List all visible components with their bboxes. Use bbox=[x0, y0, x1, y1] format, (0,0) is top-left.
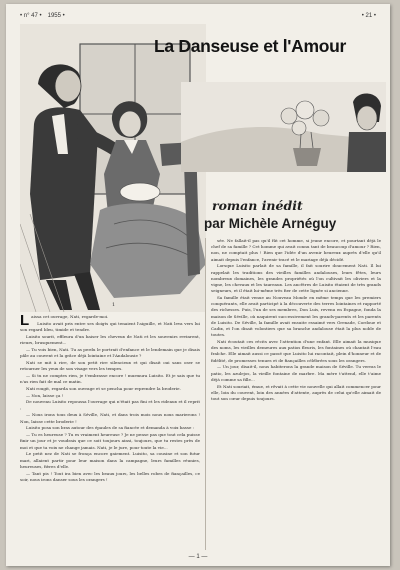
paragraph: Luisito avait pris entre ses doigts qui tenaient l'aiguille, et Nati leva vers lui son regard bleu, timide et tendre. bbox=[20, 320, 200, 332]
paragraph: — Non, laisse ça ! bbox=[26, 392, 64, 398]
paragraph: — Tu vois bien, Nati. Tu as perdu le portrait d'enfance et le lendemain que je disais pâle au couvent et la grâce déjà lointaine et l'Andalousie ? bbox=[20, 346, 200, 358]
column-divider bbox=[205, 238, 206, 550]
paragraph: aissa cet ouvrage, Nati, regarde-moi. bbox=[31, 314, 109, 319]
story-genre: roman inédit bbox=[212, 198, 303, 213]
paragraph: — Si tu ne comptes rien, je t'embrasse encore ! murmura Luisito. Et je sais que tu n'as rien fait de mal ce matin. bbox=[20, 372, 200, 384]
paragraph: — Un jour, disait-il, nous habiterons la grande maison de Séville. Tu verras le patio, les azulejos, la vieille fontaine de marbre. Ma mère t'attend, elle t'aime déjà comme sa fille... bbox=[211, 364, 381, 382]
drop-cap: L bbox=[20, 314, 30, 329]
paragraph: De nouveau Luisito repoussa l'ouvrage qui n'était pas fini et les rideaux et il reprit : bbox=[20, 399, 200, 411]
paragraph: Et Nati souriait, émue, et rêvait à cette vie nouvelle qui allait commencer pour elle, loin du couvent, loin des années d'attente, auprès de celui qu'elle aimait de tout son cœur depuis toujours. bbox=[211, 383, 381, 402]
paragraph: Le petit nez de Nati se fronça encore gaiement. Luisito, sa cousine et son futur mari, allaient partir pour leur maison dans la campagne, leurs familles réunies, heureuses, fières d'elle. bbox=[20, 451, 200, 469]
paragraph: Nati rougit, regarda son ouvrage et se pencha pour reprendre la broderie. bbox=[26, 385, 181, 391]
paragraph: Nati écoutait ces récits avec l'attention d'une enfant. Elle aimait la musique des noms, les vieilles demeures aux patios fleuris, les fontaines où chantait l'eau fraîche. Elle aimait aussi ce passé que Luisito lui racontait, plein d'honneur et de fidélité, de promesses tenues et de fiançailles célébrées sous les orangers. bbox=[211, 339, 381, 363]
paragraph: Luisito posa son bras autour des épaules de sa fiancée et demanda à voix basse : bbox=[26, 425, 195, 431]
paragraph: — Tu es heureuse ? Tu es vraiment heureuse ? Je ne pense pas que tout cela puisse finir un jour et je voudrais que ce soit toujours ainsi, toujours, que tu restes près de moi et que ta voix ne change jamais. Nati, je le jure, pour toute la vie... bbox=[20, 432, 200, 450]
issue-number: • n° 47 • bbox=[20, 13, 42, 19]
paragraph: Nati se mit à rire, de son petit rire silencieux et qui disait oui sans oser se retourner les yeux de son visage vers les tempes. bbox=[20, 359, 200, 371]
paragraph: sée. Ne fallait-il pas qu'il fût cet homme, si jeune encore, et pourtant déjà le chef de sa famille ? Cet homme qui avait connu tant de beaucoup d'amour ? Rien, non, ne comptait plus ! Rien que l'idée d'un avenir heureux auprès d'elle qu'il aimait depuis l'enfance, l'avenir tracé et le mariage déjà décidé. bbox=[211, 238, 381, 262]
page-footer: — 1 — bbox=[188, 554, 208, 560]
paragraph: Sa famille était venue au Nouveau Monde en même temps que les premiers conquérants, elle avait participé à la découverte des terres lointaines et rapporté des richesses. Puis, l'un de ses membres, Don Luis, revenu en Espagne, fonda la maison de Séville, où naquirent successivement les grands-parents et les parents de Luisito. De Séville, la famille avait ensuite essaimé vers Grenade, Cordoue et Cadix, et l'on disait volontiers que sa branche andalouse était la plus noble de toutes. bbox=[211, 295, 381, 338]
page-header bbox=[20, 11, 376, 21]
text-column-left bbox=[20, 314, 200, 550]
paragraph: Luisito sourit, effleura d'un baiser les cheveux de Nati et les souvenirs revinrent, rieurs, brusquement... bbox=[20, 333, 200, 345]
paragraph: — Tant pis ! Tout ira bien avec les beaux jours, les belles robes de fiançailles, ce soir, nous irons danser sous les orangers ! bbox=[20, 470, 200, 482]
story-author: par Michèle Arnéguy bbox=[204, 216, 337, 231]
paragraph: Lorsque Luisito parlait de sa famille, il fait sourire doucement Nati. Il lui rappelait les traditions des vieilles familles andalouses, leurs fêtes, leurs nombreux domaines, les grandes propriétés où l'on cultivait les oliviers et la vigne, les chevaux et les taureaux. Les ancêtres de Luisito étaient de très grands seigneurs, et il était lui-même très fier de cette lignée si ancienne. bbox=[211, 263, 381, 294]
text-column-right bbox=[211, 238, 381, 550]
magazine-page bbox=[6, 4, 390, 566]
issue-year: 1955 • bbox=[47, 13, 65, 19]
illustration-number: 1 bbox=[112, 302, 116, 308]
story-illustration bbox=[20, 24, 206, 312]
story-title: La Danseuse et l'Amour bbox=[154, 36, 347, 56]
flower-vignette bbox=[181, 82, 386, 172]
paragraph: — Nous irons tous deux à Séville, Nati, et dans trois mois nous nous marierons ! Non, laisse cette broderie ! bbox=[20, 412, 200, 424]
page-number: • 21 • bbox=[361, 13, 376, 19]
